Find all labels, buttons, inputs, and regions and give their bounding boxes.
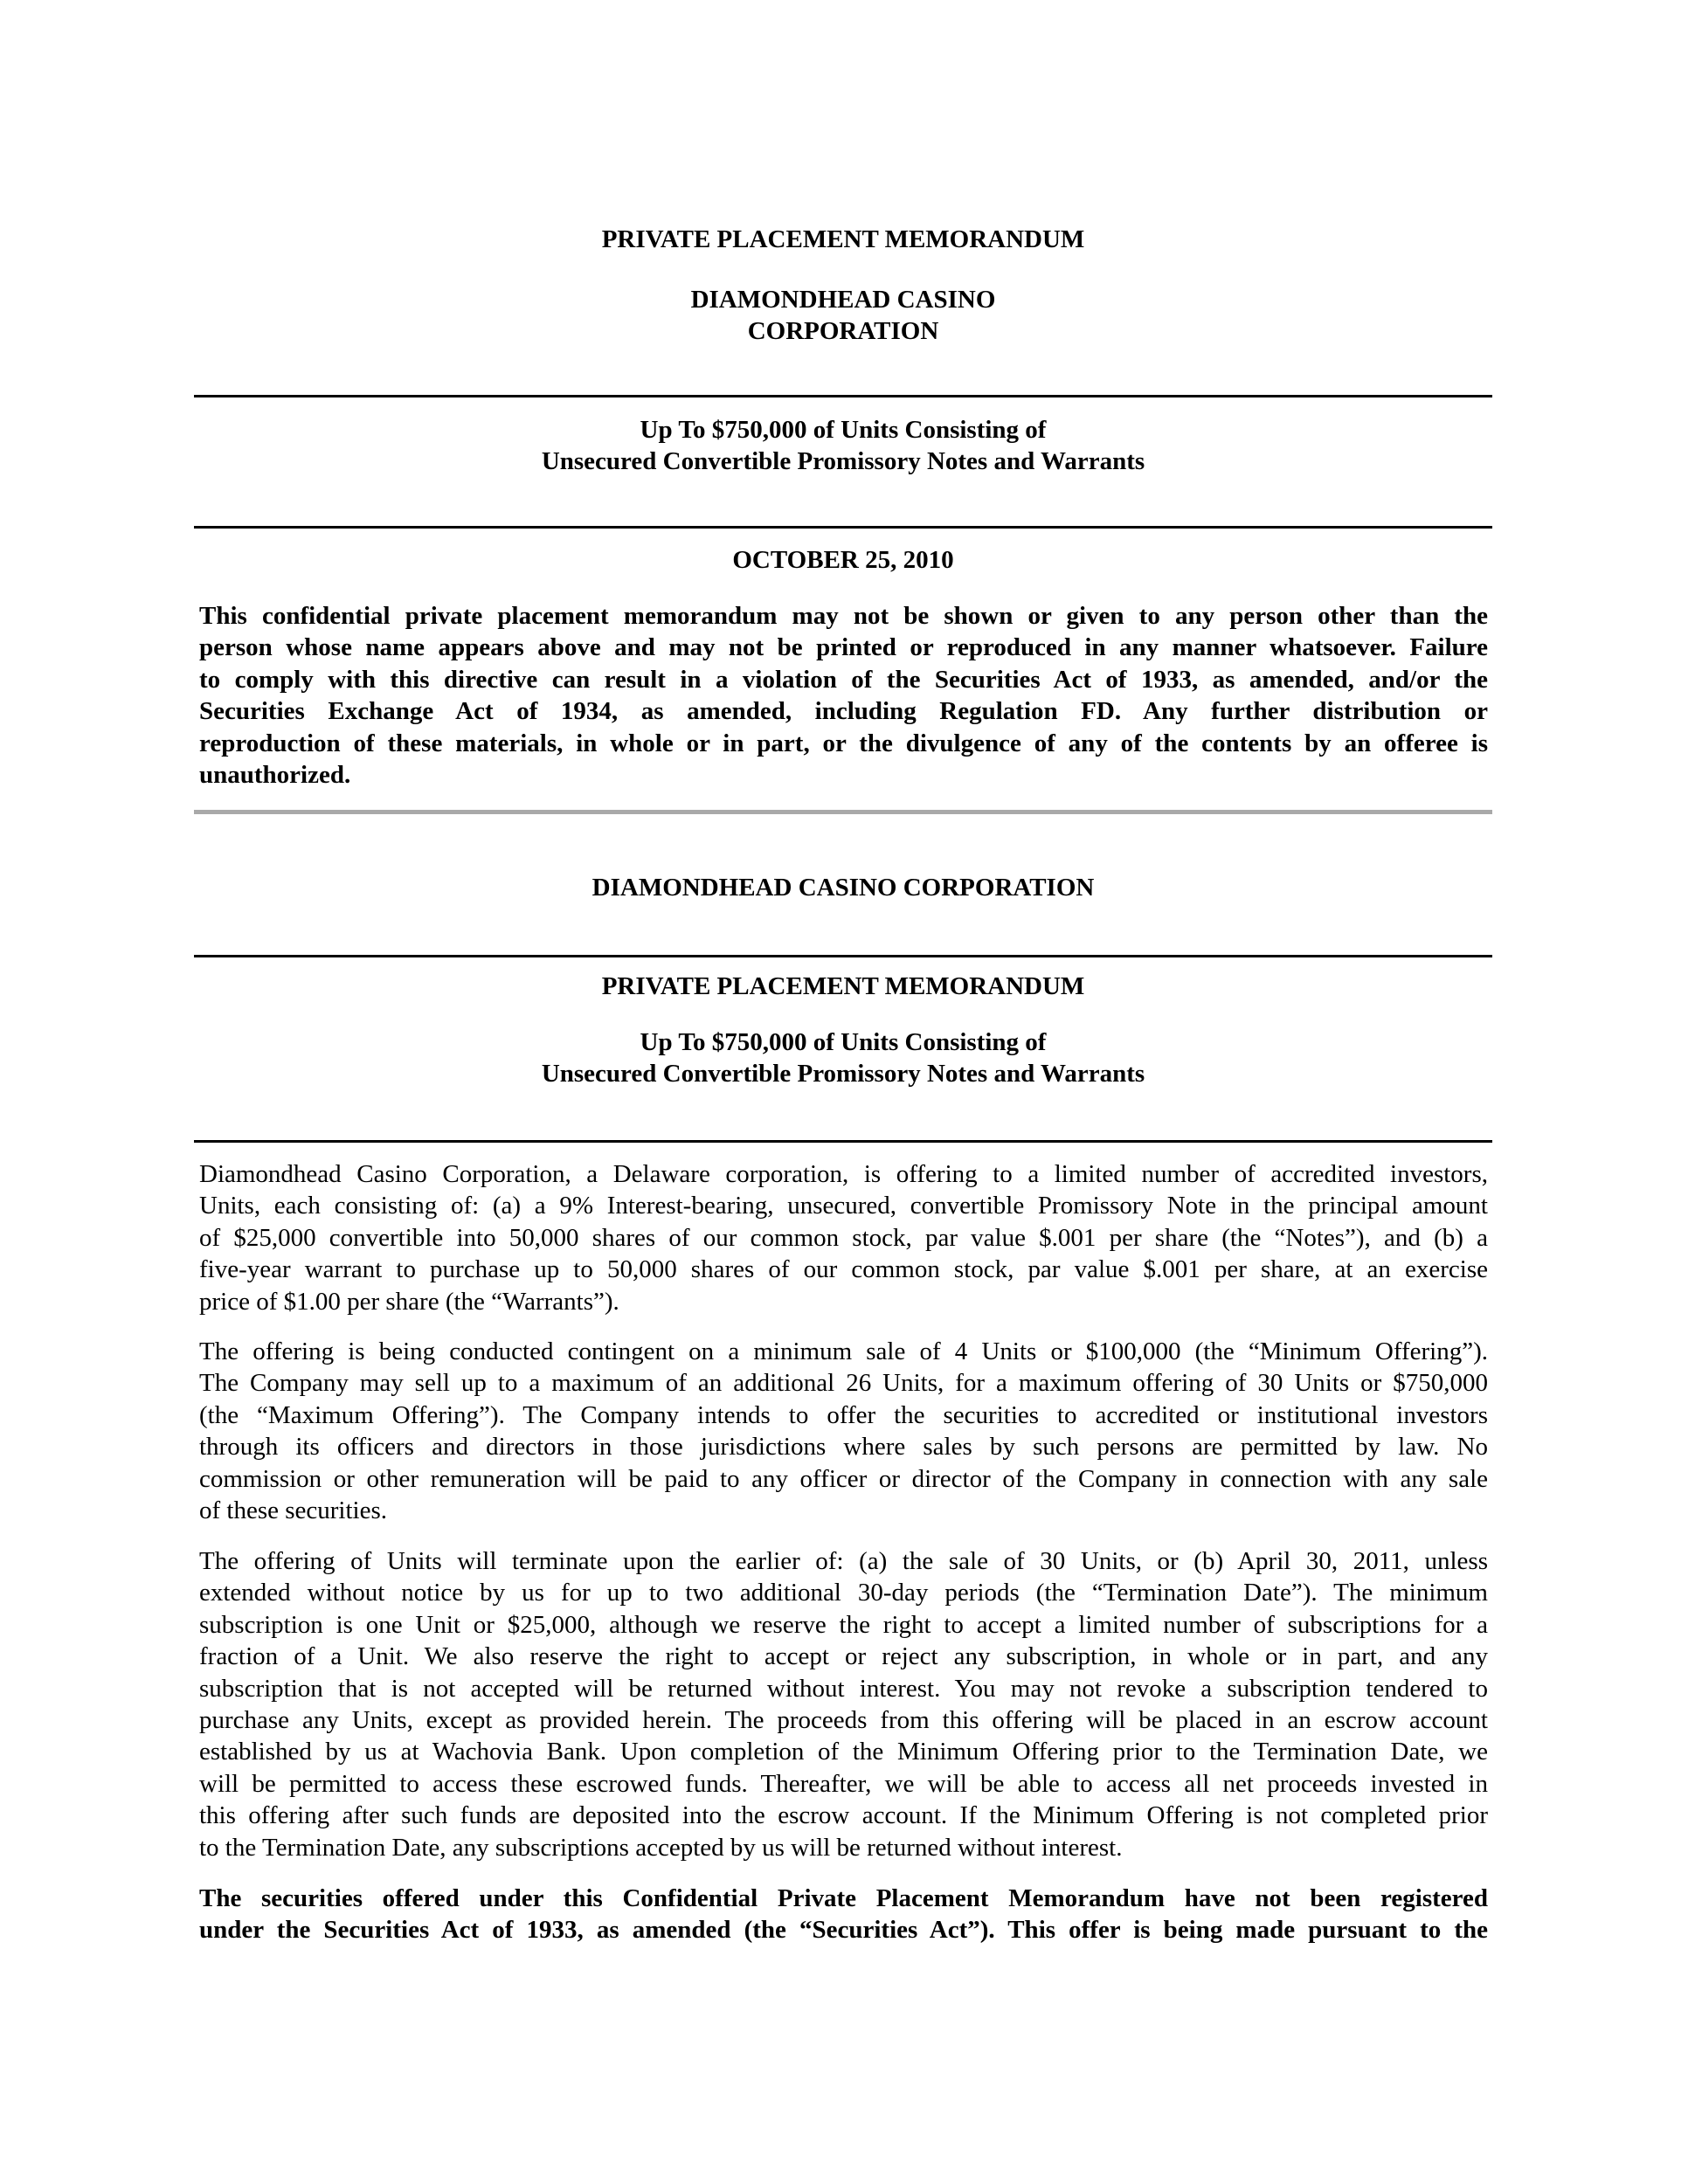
paragraph-offering-description [199, 1158, 1488, 1317]
divider [194, 955, 1492, 957]
text-line: Diamondhead Casino Corporation, a Delaware corporation, is offering to a limited number of accredited investors, [199, 1160, 1488, 1188]
main-offering-line2: Unsecured Convertible Promissory Notes and Warrants [541, 1060, 1145, 1088]
text-line: to the Termination Date, any subscriptions accepted by us will be returned without interest. [199, 1833, 1123, 1862]
text-line: will be permitted to access these escrowed funds. Thereafter, we will be able to access all net proceeds invested in [199, 1769, 1488, 1798]
main-title: PRIVATE PLACEMENT MEMORANDUM [601, 972, 1085, 1000]
cover-offering-line2: Unsecured Convertible Promissory Notes and Warrants [541, 447, 1145, 475]
text-line: purchase any Units, except as provided herein. The proceeds from this offering will be placed in an escrow account [199, 1706, 1488, 1735]
text-line: The Company may sell up to a maximum of an additional 26 Units, for a maximum offering of 30 Units or $750,000 [199, 1369, 1488, 1398]
cover-date: OCTOBER 25, 2010 [732, 546, 954, 574]
text-line: of these securities. [199, 1496, 388, 1525]
main-offering-line1: Up To $750,000 of Units Consisting of [640, 1028, 1047, 1056]
text-line: of $25,000 convertible into 50,000 shares of our common stock, par value $.001 per share (the “Notes”), and (b) a [199, 1223, 1488, 1252]
confidentiality-notice [199, 600, 1488, 791]
text-line: five-year warrant to purchase up to 50,000 shares of our common stock, par value $.001 per share, at an exercise [199, 1255, 1488, 1284]
text-line: price of $1.00 per share (the “Warrants”). [199, 1287, 619, 1316]
text-line: The offering is being conducted contingent on a minimum sale of 4 Units or $100,000 (the “Minimum Offering”). [199, 1337, 1488, 1365]
text-line: (the “Maximum Offering”). The Company intends to offer the securities to accredited or institutional investors [199, 1400, 1488, 1429]
cover-company-line1: DIAMONDHEAD CASINO [690, 286, 996, 314]
paragraph-minimum-offering [199, 1336, 1488, 1526]
notice-line: reproduction of these materials, in whole or in part, or the divulgence of any of the contents by an offeree is [199, 729, 1488, 757]
text-line: this offering after such funds are deposited into the escrow account. If the Minimum Offering is not completed prior [199, 1801, 1488, 1830]
text-line: through its officers and directors in those jurisdictions where sales by such persons are permitted by law. No [199, 1433, 1488, 1462]
text-line: fraction of a Unit. We also reserve the right to accept or reject any subscription, in whole or in part, and any [199, 1642, 1488, 1671]
notice-line: person whose name appears above and may not be printed or reproduced in any manner whatsoever. Failure [199, 633, 1488, 662]
cover-company-line2: CORPORATION [747, 317, 939, 345]
text-line: The securities offered under this Confidential Private Placement Memorandum have not been registered [199, 1884, 1488, 1912]
text-line: subscription that is not accepted will be returned without interest. You may not revoke a subscription tendered to [199, 1674, 1488, 1703]
text-line: commission or other remuneration will be paid to any officer or director of the Company in connection with any sale [199, 1464, 1488, 1493]
main-company: DIAMONDHEAD CASINO CORPORATION [591, 874, 1095, 902]
text-line: The offering of Units will terminate upon the earlier of: (a) the sale of 30 Units, or (b) April 30, 2011, unless [199, 1547, 1488, 1575]
text-line: subscription is one Unit or $25,000, although we reserve the right to accept a limited number of subscriptions for a [199, 1610, 1488, 1639]
notice-line: unauthorized. [199, 761, 351, 790]
text-line: under the Securities Act of 1933, as amended (the “Securities Act”). This offer is being made pursuant to the [199, 1916, 1488, 1945]
text-line: Units, each consisting of: (a) a 9% Interest-bearing, unsecured, convertible Promissory Note in the principal amount [199, 1192, 1488, 1220]
paragraph-termination [199, 1545, 1488, 1863]
text-line: established by us at Wachovia Bank. Upon completion of the Minimum Offering prior to the Termination Date, we [199, 1738, 1488, 1766]
divider [194, 395, 1492, 397]
divider [194, 526, 1492, 529]
cover-title: PRIVATE PLACEMENT MEMORANDUM [601, 225, 1085, 253]
paragraph-securities-notice [199, 1883, 1488, 1946]
notice-line: This confidential private placement memorandum may not be shown or given to any person other than the [199, 602, 1488, 630]
cover-offering-line1: Up To $750,000 of Units Consisting of [640, 416, 1047, 444]
notice-line: Securities Exchange Act of 1934, as amended, including Regulation FD. Any further distribution or [199, 697, 1488, 726]
text-line: extended without notice by us for up to two additional 30-day periods (the “Termination Date”). The minimum [199, 1579, 1488, 1607]
notice-line: to comply with this directive can result in a violation of the Securities Act of 1933, as amended, and/or the [199, 665, 1488, 694]
section-divider [194, 810, 1492, 814]
divider [194, 1140, 1492, 1143]
